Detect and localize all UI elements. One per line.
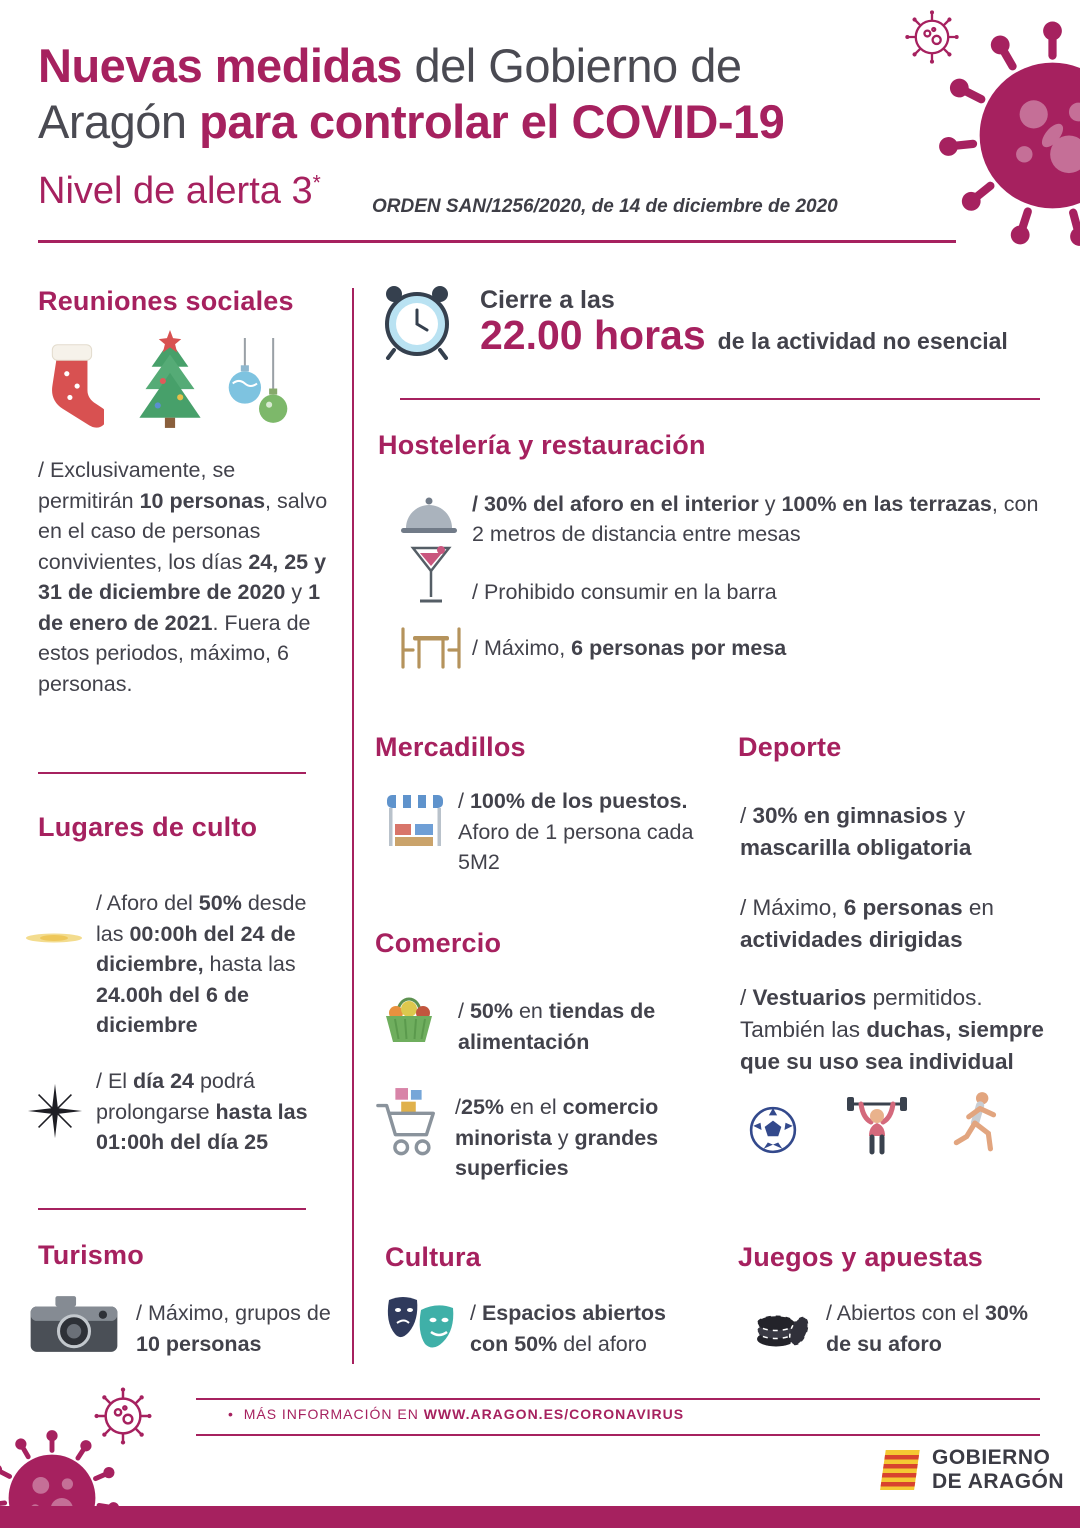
runner-icon [948, 1090, 1006, 1154]
section-heading-markets: Mercadillos [375, 732, 526, 762]
alert-level-text: Nivel de alerta 3 [38, 170, 313, 212]
section-heading-worship: Lugares de culto [38, 812, 258, 842]
header-divider [38, 240, 956, 243]
serving-cloche-icon [400, 490, 458, 538]
closure-time: 22.00 horas [480, 312, 706, 358]
divider [38, 1208, 306, 1210]
sport-groups-text: / Máximo, 6 personas en actividades dirigidas [740, 895, 994, 952]
alarm-clock-icon [378, 280, 456, 360]
closure-scope: de la actividad no esencial [717, 328, 1008, 354]
alert-level [38, 170, 321, 213]
table-chairs-icon [398, 625, 464, 671]
vertical-divider [352, 288, 354, 1364]
commerce-food-text: / 50% en tiendas de alimentación [458, 999, 656, 1054]
markets-capacity-text: / 100% de los puestos. Aforo de 1 persona cada 5M2 [458, 789, 694, 875]
section-heading-tourism: Turismo [38, 1240, 144, 1270]
order-reference: ORDEN SAN/1256/2020, de 14 de diciembre de 2020 [372, 196, 838, 217]
sport-lockers-text: / Vestuarios permitidos. También las duchas, siempre que su uso sea individual [740, 985, 1044, 1074]
logo-line-1: GOBIERNO [932, 1446, 1051, 1469]
closure-time-row [480, 312, 1008, 359]
weightlifter-icon [845, 1092, 909, 1158]
section-heading-commerce: Comercio [375, 928, 502, 958]
commerce-retail-text: /25% en el comercio minorista y grandes superficies [455, 1095, 659, 1181]
title-accent-1: Nuevas medidas [38, 39, 402, 92]
footer-bullet: • [228, 1406, 234, 1422]
aragon-flag-icon [878, 1448, 922, 1492]
market-stall-icon [383, 792, 447, 852]
footer-info [228, 1406, 684, 1422]
worship-capacity-text: / Aforo del 50% desde las 00:00h del 24 de diciembre, hasta las 24.00h del 6 de diciembre [96, 891, 307, 1038]
grocery-basket-icon [378, 988, 440, 1048]
footer-divider-bottom [196, 1434, 1040, 1436]
christmas-stocking-icon [42, 338, 104, 430]
shopping-cart-icon [374, 1085, 442, 1163]
section-heading-hospitality: Hostelería y restauración [378, 430, 706, 460]
title-accent-2: para controlar el COVID-19 [199, 95, 785, 149]
hospitality-table-text: / Máximo, 6 personas por mesa [472, 636, 787, 660]
closure-intro: Cierre a las [480, 286, 615, 314]
culture-capacity-text: / Espacios abiertos con 50% del aforo [470, 1301, 666, 1356]
section-heading-culture: Cultura [385, 1242, 481, 1272]
christmas-tree-icon [128, 330, 212, 432]
page-title [38, 38, 898, 151]
candle-glow-icon [22, 928, 86, 948]
logo-line-2: DE ARAGÓN [932, 1470, 1065, 1494]
baubles-icon [222, 338, 294, 434]
alert-asterisk: * [312, 171, 321, 195]
worship-extension-text: / El día 24 podrá prolongarse hasta las 01:00h del día 25 [96, 1069, 308, 1155]
hospitality-capacity-text: / 30% del aforo en el interior y 100% en las terrazas, con 2 metros de distancia entre mesas [472, 492, 1039, 546]
section-heading-social: Reuniones sociales [38, 286, 294, 316]
title-rest-1: del Gobierno de [401, 39, 742, 92]
gambling-capacity-text: / Abiertos con el 30% de su aforo [826, 1301, 1028, 1356]
bottom-bar [0, 1506, 1080, 1528]
divider [38, 772, 306, 774]
logo-text [932, 1446, 1064, 1494]
section-heading-sport: Deporte [738, 732, 842, 762]
cocktail-glass-icon [410, 545, 452, 609]
social-rules-text: / Exclusivamente, se permitirán 10 personas, salvo en el caso de personas convivientes, los días 24, 25 y 31 de diciembre de 2020 y 1 de enero de 2021. Fuera de estos periodos, máximo, 6 personas. [38, 458, 328, 696]
hospitality-bar-text: / Prohibido consumir en la barra [472, 580, 777, 604]
divider [400, 398, 1040, 400]
footer-info-url: WWW.ARAGON.ES/CORONAVIRUS [423, 1406, 685, 1422]
theater-masks-icon [383, 1294, 457, 1352]
poker-chips-icon [752, 1293, 810, 1351]
camera-icon [28, 1292, 120, 1356]
footer-divider-top [196, 1398, 1040, 1400]
title-rest-2: Aragón [38, 95, 200, 149]
sport-gyms-text: / 30% en gimnasios y mascarilla obligatoria [740, 803, 972, 860]
soccer-ball-icon [748, 1105, 798, 1155]
gobierno-aragon-logo [878, 1446, 1064, 1494]
footer-info-prefix: MÁS INFORMACIÓN EN [243, 1406, 424, 1422]
tourism-groups-text: / Máximo, grupos de 10 personas [136, 1301, 331, 1356]
star-icon [26, 1082, 84, 1140]
section-heading-gambling: Juegos y apuestas [738, 1242, 984, 1272]
virus-filled-icon [935, 18, 1080, 253]
